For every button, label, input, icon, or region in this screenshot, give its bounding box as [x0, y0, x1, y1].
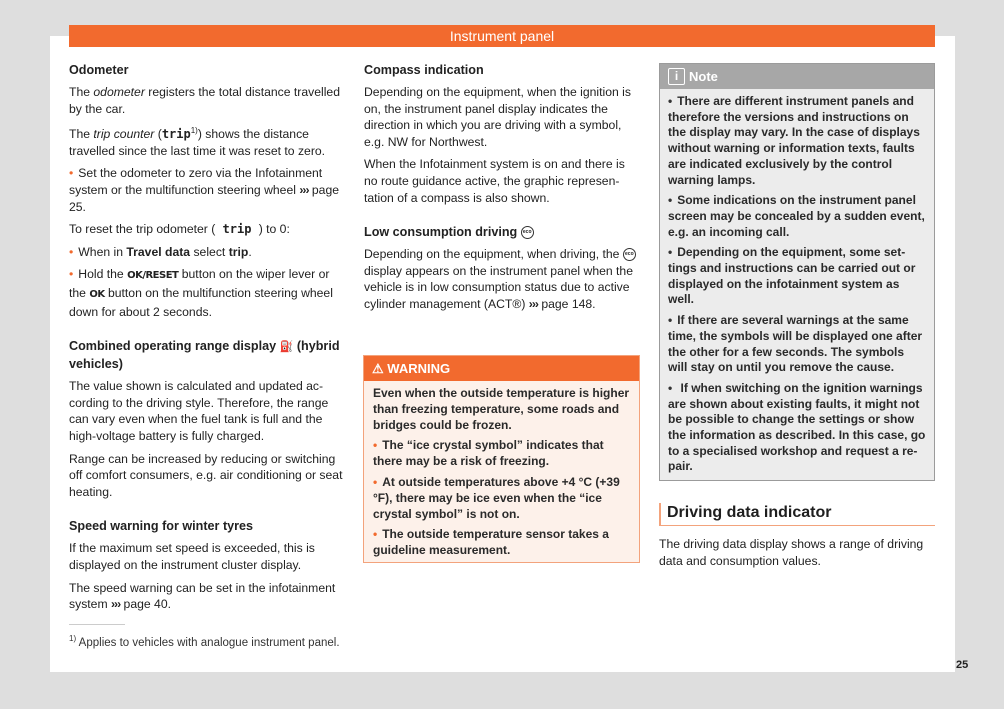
- trip-counter-paragraph: The trip counter (trip$^{1)}$) shows the distance travelled since the last time it was reset to zero.: [69, 126, 326, 158]
- warning-header: [364, 356, 639, 381]
- warning-bullet: • The “ice crystal symbol” indicates that there may be a risk of freezing.: [373, 438, 630, 470]
- bullet-set-odometer: • Set the odometer to zero via the Infotainment system or the multifunction steering wheel ››› page 25.: [69, 165, 347, 215]
- note-header: [660, 64, 934, 89]
- eco-heading: Low consumption driving eco: [364, 224, 640, 241]
- chapter-header-bar: [69, 25, 935, 47]
- warning-bullet: • At outside temperatures above +4 °C (+39 °F), there may be ice even when the “ice crystal symbol” is not on.: [373, 475, 630, 522]
- range-paragraph-2: Range can be increased by reducing or switching off comfort consumers, e.g. air conditioning or seat heating.: [69, 451, 343, 499]
- note-bullet: • If when switching on the ignition warnings are shown about existing faults, it might not be possible to change the settings or show the information as described. In this case, go to a specialised workshop and request a repair.: [668, 381, 926, 475]
- odometer-heading: Odometer: [69, 63, 129, 77]
- reset-trip-paragraph: To reset the trip odometer ( trip ) to 0:: [69, 222, 290, 237]
- info-icon: i: [668, 68, 685, 85]
- note-box: [659, 63, 935, 481]
- page-ref-link[interactable]: ››› page 40.: [110, 597, 171, 612]
- warning-bullet: • The outside temperature sensor takes a guideline measurement.: [373, 527, 630, 559]
- note-bullet: • Some indications on the instrument panel screen may be concealed by a sudden event, e.g. an incoming call.: [668, 193, 926, 240]
- chapter-title: Instrument panel: [449, 28, 555, 44]
- speed-warning-heading: Speed warning for winter tyres: [69, 519, 254, 534]
- eco-icon: eco: [521, 226, 534, 239]
- range-heading: Combined operating range display ⛽ (hybrid vehicles): [69, 339, 340, 372]
- warning-title: WARNING: [387, 361, 451, 376]
- footnote-ref-link[interactable]: 1): [190, 126, 198, 136]
- driving-data-heading: Driving data indicator: [659, 503, 935, 526]
- warning-box: [363, 355, 640, 563]
- note-bullet: • There are different instrument panels and therefore the versions and instructions on the display may vary. In the case of displays without warning or information texts, faults are indicated exclusively by the control warning lamps.: [668, 94, 926, 188]
- page-ref-link[interactable]: ››› page 25.: [69, 183, 340, 214]
- bullet-travel-data: • When in Travel data select trip.: [69, 244, 347, 261]
- note-bullet: • If there are several warnings at the same time, the symbols will be displayed one after the other for a few seconds. The symbols will stay on until you remove the cause.: [668, 313, 926, 376]
- bullet-hold-button: • Hold the OK/RESET button on the wiper lever or the OK button on the multifunction steering wheel down for about 2 seconds.: [69, 266, 347, 320]
- speed-paragraph-2: The speed warning can be set in the infotainment system ››› page 40.: [69, 580, 336, 612]
- note-title: Note: [689, 69, 718, 84]
- ok-key: OK: [89, 289, 105, 300]
- trip-label: trip: [161, 127, 191, 142]
- driving-data-paragraph: The driving data display shows a range of driving data and consumption values.: [659, 537, 924, 568]
- warning-intro: Even when the outside temperature is higher than freezing temperature, some roads and bridges could be frozen.: [373, 386, 630, 432]
- footnote-divider: [69, 624, 125, 625]
- column-left: [69, 62, 347, 619]
- footnote: $^{1)}$ Applies to vehicles with analogue instrument panel.: [69, 634, 340, 649]
- compass-paragraph-2: When the Infotainment system is on and there is no route guidance active, the graphic representation of a compass is also shown.: [364, 157, 625, 205]
- eco-icon: eco: [623, 248, 636, 261]
- column-middle: [364, 62, 640, 319]
- odometer-paragraph: The odometer registers the total distance travelled by the car.: [69, 85, 340, 116]
- note-bullet: • Depending on the equipment, some settings and instructions can be carried out or displayed on the infotainment system as well.: [668, 245, 926, 308]
- range-paragraph-1: The value shown is calculated and updated according to the driving style. Therefore, the range can vary even when the fuel tank is full and the high-voltage battery is fully charged.: [69, 379, 329, 443]
- eco-paragraph: Depending on the equipment, when driving, the eco display appears on the instrument panel when the vehicle is in low consumption status due to active cylinder management (ACT®) ››› page 148.: [364, 246, 640, 312]
- compass-heading: Compass indication: [364, 63, 484, 77]
- page-number: 25: [956, 659, 969, 671]
- fuel-electric-icon: ⛽: [279, 341, 294, 354]
- warning-triangle-icon: ⚠: [372, 361, 384, 376]
- ok-reset-key: OK/RESET: [127, 270, 179, 282]
- page-ref-link[interactable]: ››› page 148.: [528, 296, 596, 311]
- speed-paragraph-1: If the maximum set speed is exceeded, this is displayed on the instrument cluster display.: [69, 541, 315, 572]
- compass-paragraph-1: Depending on the equipment, when the ignition is on, the instrument panel display indicates the direction in which you are driving with a symbol, e.g. NW for Northwest.: [364, 85, 631, 149]
